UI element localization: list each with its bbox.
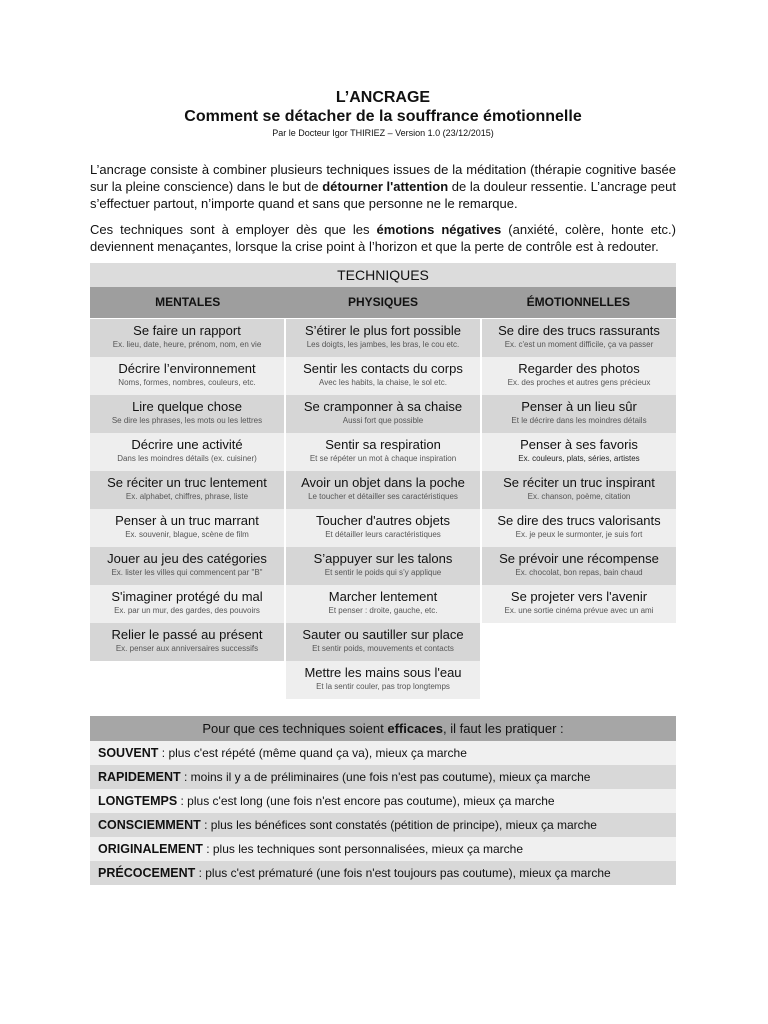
efficacite-description: : plus c'est long (une fois n'est encore pas coutume), mieux ça marche <box>177 794 555 808</box>
technique-title: S’appuyer sur les talons <box>313 551 453 566</box>
techniques-heading: TECHNIQUES <box>90 263 676 287</box>
technique-title: S'imaginer protégé du mal <box>111 589 263 604</box>
technique-example: Se dire les phrases, les mots ou les lettres <box>111 416 263 425</box>
efficacite-description: : moins il y a de préliminaires (une fois n'est pas coutume), mieux ça marche <box>180 770 591 784</box>
technique-title: Penser à un lieu sûr <box>521 399 637 414</box>
technique-title: Marcher lentement <box>328 589 438 604</box>
column-physiques <box>286 319 480 699</box>
column-emotionnelles <box>482 319 676 699</box>
technique-cell <box>286 319 480 357</box>
technique-title: Jouer au jeu des catégories <box>107 551 267 566</box>
intro-paragraph-1: L’ancrage consiste à combiner plusieurs techniques issues de la méditation (thérapie cognitive basée sur la pleine conscience) dans le but de détourner l'attention de la douleur ressentie. L’ancrage peut s’effectuer partout, n’importe quand et sans que personne ne le remarque. <box>90 162 676 211</box>
technique-title: Se faire un rapport <box>133 323 241 338</box>
technique-cell <box>286 585 480 623</box>
technique-example: Ex. penser aux anniversaires successifs <box>115 644 259 653</box>
technique-cell <box>286 471 480 509</box>
efficacite-keyword: ORIGINALEMENT <box>98 842 203 856</box>
technique-cell <box>286 433 480 471</box>
technique-cell <box>482 471 676 509</box>
technique-example: Et la sentir couler, pas trop longtemps <box>316 682 450 691</box>
technique-example: Ex. couleurs, plats, séries, artistes <box>518 454 640 463</box>
document-byline: Par le Docteur Igor THIRIEZ – Version 1.0 (23/12/2015) <box>272 128 494 138</box>
technique-title: Se prévoir une récompense <box>499 551 659 566</box>
technique-cell <box>482 509 676 547</box>
technique-example: Et sentir poids, mouvements et contacts <box>312 644 454 653</box>
technique-title: Se dire des trucs rassurants <box>498 323 660 338</box>
efficacite-table <box>90 716 676 885</box>
technique-cell <box>482 319 676 357</box>
technique-cell <box>286 357 480 395</box>
technique-example: Et le décrire dans les moindres détails <box>511 416 647 425</box>
efficacite-row <box>90 861 676 885</box>
technique-cell <box>90 319 284 357</box>
intro-paragraph-2: Ces techniques sont à employer dès que les émotions négatives (anxiété, colère, honte etc.) deviennent menaçantes, lorsque la crise point à l’horizon et que la perte de contrôle est à redouter. <box>90 222 676 254</box>
technique-example: Avec les habits, la chaise, le sol etc. <box>319 378 447 387</box>
technique-title: Lire quelque chose <box>132 399 242 414</box>
technique-cell <box>286 509 480 547</box>
technique-example: Noms, formes, nombres, couleurs, etc. <box>118 378 256 387</box>
technique-example: Dans les moindres détails (ex. cuisiner) <box>117 454 257 463</box>
efficacite-row <box>90 765 676 789</box>
document-title: L’ANCRAGE <box>335 89 431 106</box>
technique-example: Et sentir le poids qui s’y applique <box>324 568 442 577</box>
technique-title: Avoir un objet dans la poche <box>301 475 465 490</box>
technique-title: Toucher d'autres objets <box>315 513 450 528</box>
technique-example: Ex. alphabet, chiffres, phrase, liste <box>125 492 249 501</box>
technique-example: Les doigts, les jambes, les bras, le cou etc. <box>306 340 460 349</box>
efficacite-description: : plus c'est répété (même quand ça va), mieux ça marche <box>158 746 467 760</box>
document-page <box>90 88 676 885</box>
technique-example: Le toucher et détailler ses caractéristiques <box>308 492 458 501</box>
technique-cell <box>286 547 480 585</box>
technique-title: Sauter ou sautiller sur place <box>302 627 464 642</box>
technique-title: Penser à ses favoris <box>520 437 638 452</box>
technique-cell <box>286 661 480 699</box>
technique-cell <box>90 623 284 661</box>
techniques-table <box>90 263 676 699</box>
technique-cell <box>90 395 284 433</box>
technique-title: Penser à un truc marrant <box>115 513 259 528</box>
column-header-mentales: MENTALES <box>155 295 221 309</box>
efficacite-description: : plus les techniques sont personnalisées, mieux ça marche <box>202 842 524 856</box>
technique-title: Décrire une activité <box>131 437 243 452</box>
efficacite-description: : plus les bénéfices sont constatés (pétition de principe), mieux ça marche <box>200 818 597 832</box>
technique-example: Ex. des proches et autres gens précieux <box>507 378 651 387</box>
technique-example: Ex. je peux le surmonter, je suis fort <box>515 530 643 539</box>
technique-cell <box>482 433 676 471</box>
efficacite-keyword: CONSCIEMMENT <box>98 818 201 832</box>
efficacite-keyword: RAPIDEMENT <box>98 770 181 784</box>
efficacite-keyword: SOUVENT <box>98 746 159 760</box>
efficacite-row <box>90 837 676 861</box>
technique-title: Se dire des trucs valorisants <box>497 513 661 528</box>
technique-title: Se réciter un truc lentement <box>107 475 267 490</box>
technique-cell <box>286 395 480 433</box>
technique-example: Et se répéter un mot à chaque inspiration <box>309 454 457 463</box>
technique-example: Ex. lieu, date, heure, prénom, nom, en vie <box>112 340 262 349</box>
technique-title: Mettre les mains sous l'eau <box>304 665 462 680</box>
technique-cell <box>90 433 284 471</box>
technique-example: Ex. une sortie cinéma prévue avec un ami <box>504 606 654 615</box>
column-header-physiques: PHYSIQUES <box>347 295 418 309</box>
efficacite-keyword: LONGTEMPS <box>98 794 178 808</box>
technique-cell <box>90 357 284 395</box>
technique-title: Se réciter un truc inspirant <box>503 475 655 490</box>
document-subtitle: Comment se détacher de la souffrance émotionnelle <box>184 108 582 125</box>
technique-example: Ex. c'est un moment difficile, ça va passer <box>504 340 654 349</box>
technique-cell <box>482 547 676 585</box>
technique-example: Ex. lister les villes qui commencent par "B" <box>111 568 263 577</box>
technique-example: Ex. par un mur, des gardes, des pouvoirs <box>114 606 260 615</box>
technique-title: Relier le passé au présent <box>111 627 263 642</box>
techniques-column-headers <box>90 287 676 318</box>
technique-example: Ex. chanson, poème, citation <box>527 492 631 501</box>
technique-cell <box>90 509 284 547</box>
technique-cell <box>90 547 284 585</box>
technique-example: Ex. chocolat, bon repas, bain chaud <box>515 568 643 577</box>
technique-example: Ex. souvenir, blague, scène de film <box>125 530 249 539</box>
technique-title: Se cramponner à sa chaise <box>303 399 463 414</box>
efficacite-rows <box>90 741 676 885</box>
technique-cell <box>90 471 284 509</box>
technique-cell <box>90 585 284 623</box>
efficacite-row <box>90 741 676 765</box>
technique-cell <box>482 585 676 623</box>
technique-cell <box>286 623 480 661</box>
technique-title: Décrire l’environnement <box>118 361 256 376</box>
technique-title: S’étirer le plus fort possible <box>304 323 462 338</box>
efficacite-row <box>90 789 676 813</box>
efficacite-keyword: PRÉCOCEMENT <box>98 866 196 880</box>
technique-title: Sentir sa respiration <box>325 437 441 452</box>
efficacite-heading: Pour que ces techniques soient efficaces, il faut les pratiquer : <box>90 716 676 741</box>
technique-title: Regarder des photos <box>518 361 640 376</box>
technique-title: Se projeter vers l'avenir <box>510 589 648 604</box>
technique-example: Et détailler leurs caractéristiques <box>325 530 441 539</box>
technique-example: Et penser : droite, gauche, etc. <box>328 606 438 615</box>
technique-title: Sentir les contacts du corps <box>303 361 463 376</box>
techniques-grid <box>90 319 676 699</box>
technique-example: Aussi fort que possible <box>342 416 424 425</box>
efficacite-row <box>90 813 676 837</box>
column-mentales <box>90 319 284 699</box>
technique-cell <box>482 357 676 395</box>
technique-cell <box>482 395 676 433</box>
column-header-emotionnelles: ÉMOTIONNELLES <box>526 295 630 309</box>
efficacite-description: : plus c'est prématuré (une fois n'est toujours pas coutume), mieux ça marche <box>195 866 611 880</box>
